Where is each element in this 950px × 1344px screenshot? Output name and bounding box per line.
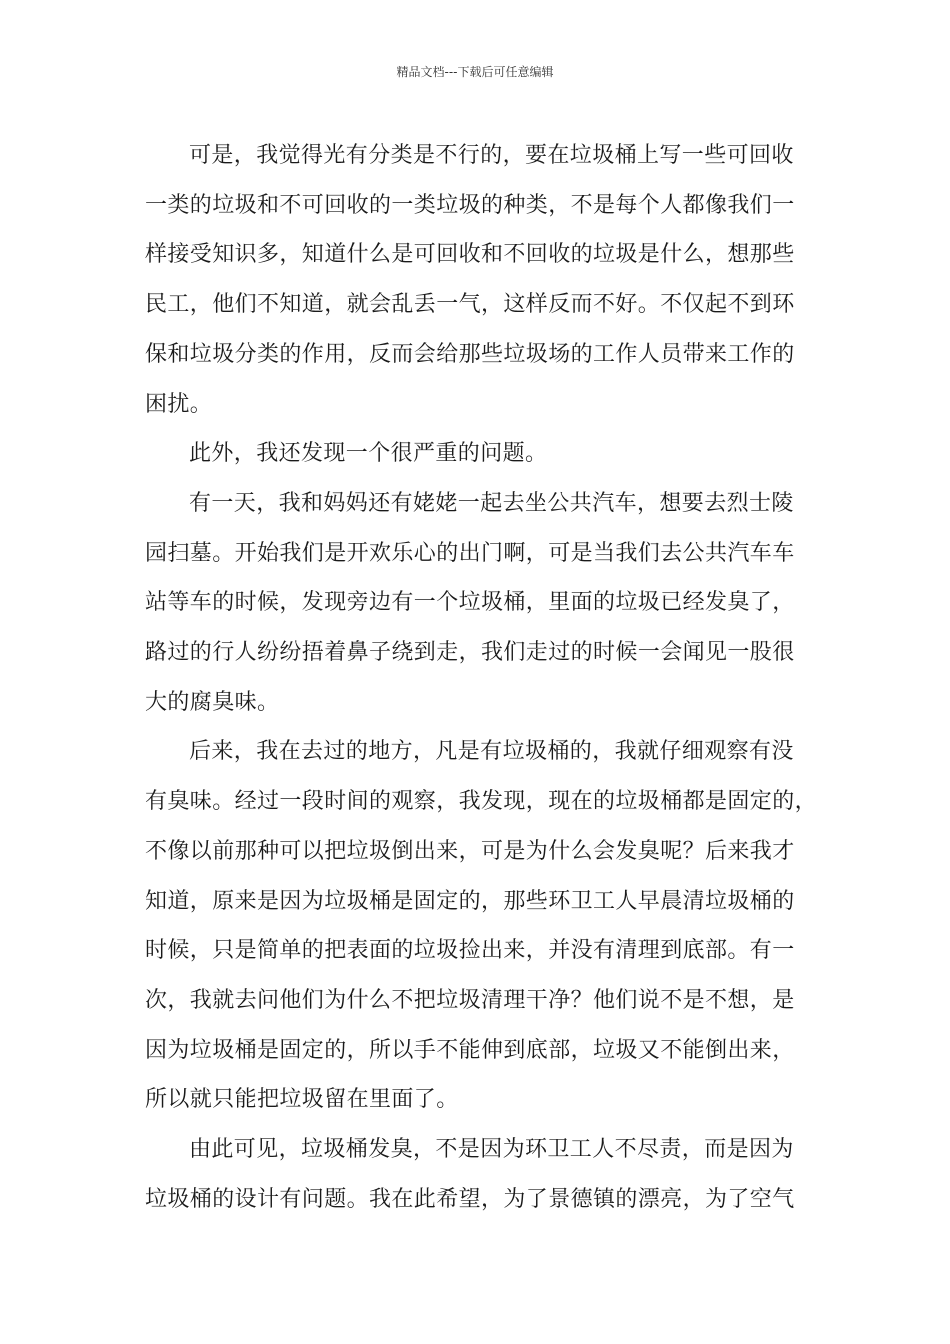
paragraph (145, 131, 809, 429)
text-line: 路过的行人纷纷捂着鼻子绕到走，我们走过的时候一会闻见一股很 (145, 640, 795, 666)
text-line: 由此可见，垃圾桶发臭，不是因为环卫工人不尽责，而是因为 (189, 1137, 794, 1163)
text-line: 园扫墓。开始我们是开欢乐心的出门啊，可是当我们去公共汽车车 (145, 540, 795, 566)
text-line: 后来，我在去过的地方，凡是有垃圾桶的，我就仔细观察有没 (189, 739, 794, 765)
text-line: 有臭味。经过一段时间的观察，我发现，现在的垃圾桶都是固定的， (145, 789, 818, 815)
text-line: 次，我就去问他们为什么不把垃圾清理干净？他们说不是不想，是 (145, 987, 795, 1013)
text-line: 所以就只能把垃圾留在里面了。 (145, 1087, 459, 1113)
text-line: 时候，只是简单的把表面的垃圾捡出来，并没有清理到底部。有一 (145, 938, 795, 964)
text-line: 站等车的时候，发现旁边有一个垃圾桶，里面的垃圾已经发臭了， (145, 590, 795, 616)
text-line: 垃圾桶的设计有问题。我在此希望，为了景德镇的漂亮，为了空气 (145, 1186, 795, 1212)
text-line: 民工，他们不知道，就会乱丢一气，这样反而不好。不仅起不到环 (145, 292, 795, 318)
text-line: 有一天，我和妈妈还有姥姥一起去坐公共汽车，想要去烈士陵 (189, 490, 794, 516)
text-line: 可是，我觉得光有分类是不行的，要在垃圾桶上写一些可回收 (189, 143, 794, 168)
paragraph (145, 479, 809, 728)
text-line: 大的腐臭味。 (145, 689, 280, 715)
page-header: 精品文档---下载后可任意编辑 (396, 65, 554, 79)
text-line: 此外，我还发现一个很严重的问题。 (189, 441, 548, 467)
text-line: 一类的垃圾和不可回收的一类垃圾的种类，不是每个人都像我们一 (145, 192, 795, 218)
paragraph (145, 429, 809, 479)
text-line: 因为垃圾桶是固定的，所以手不能伸到底部，垃圾又不能倒出来， (145, 1037, 795, 1063)
text-line: 知道，原来是因为垃圾桶是固定的，那些环卫工人早晨清垃圾桶的 (145, 888, 795, 914)
text-line: 困扰。 (145, 391, 213, 417)
text-line: 保和垃圾分类的作用，反而会给那些垃圾场的工作人员带来工作的 (145, 341, 795, 367)
paragraph (145, 1125, 809, 1224)
paragraph (145, 727, 818, 1125)
document-body (145, 131, 818, 1224)
text-line: 不像以前那种可以把垃圾倒出来，可是为什么会发臭呢？后来我才 (145, 838, 795, 864)
text-line: 样接受知识多，知道什么是可回收和不回收的垃圾是什么，想那些 (145, 242, 795, 268)
